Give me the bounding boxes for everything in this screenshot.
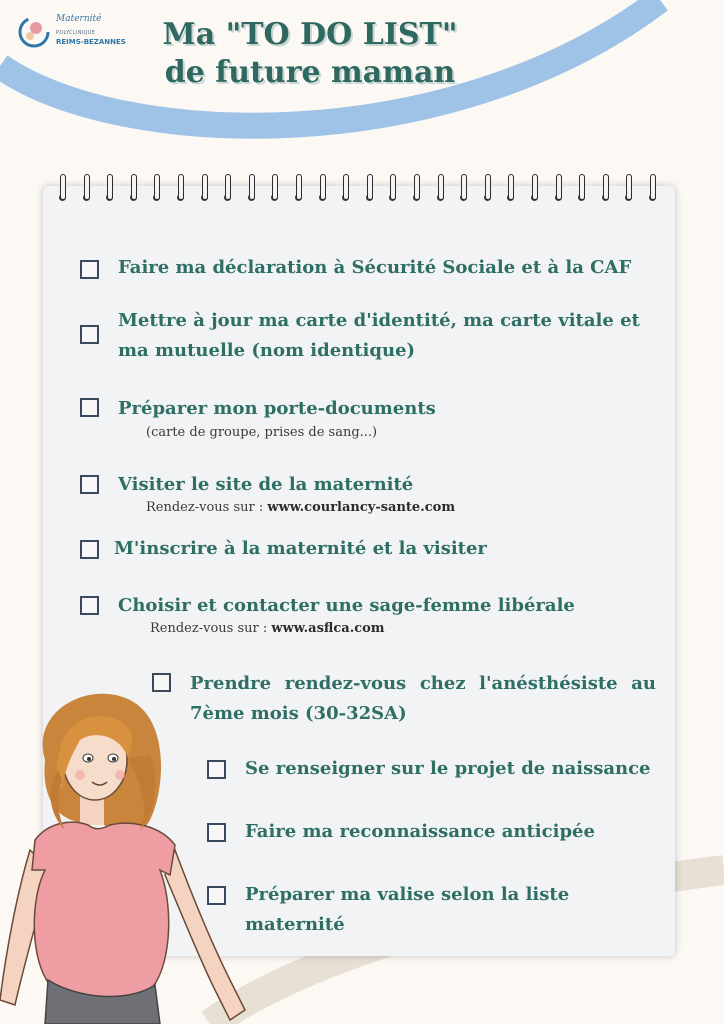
asflca-link[interactable]: www.asflca.com [271,621,385,636]
page-title [160,16,460,92]
title-line-1: Ma "TO DO LIST" [162,17,458,52]
todo-label: Se renseigner sur le projet de naissance [245,758,651,779]
spiral-ring [437,172,444,206]
spiral-ring [555,172,562,206]
spiral-ring [295,172,302,206]
todo-note [150,621,385,636]
spiral-ring [342,172,349,206]
spiral-ring [413,172,420,206]
spiral-ring [389,172,396,206]
spiral-ring [224,172,231,206]
spiral-ring [201,172,208,206]
spiral-ring [130,172,137,206]
spiral-binding [43,172,675,212]
todo-checkbox[interactable] [80,325,99,344]
todo-note: (carte de groupe, prises de sang...) [146,425,378,440]
logo-line-1: Maternité [56,14,102,24]
todo-checkbox[interactable] [80,540,99,559]
spiral-ring [578,172,585,206]
note-prefix: Rendez-vous sur : [150,621,272,636]
todo-label: M'inscrire à la maternité et la visiter [114,538,487,559]
pregnant-woman-illustration [0,680,260,1024]
todo-note [146,500,455,515]
todo-checkbox[interactable] [80,596,99,615]
spiral-ring [83,172,90,206]
spiral-ring [106,172,113,206]
spiral-ring [531,172,538,206]
spiral-ring [625,172,632,206]
spiral-ring [153,172,160,206]
logo-line-3: REIMS-BEZANNES [56,38,126,46]
todo-label: Préparer mon porte-documents [118,398,436,419]
todo-checkbox[interactable] [80,260,99,279]
todo-label: Choisir et contacter une sage-femme libérale [118,595,575,616]
spiral-ring [484,172,491,206]
spiral-ring [248,172,255,206]
spiral-ring [319,172,326,206]
spiral-ring [271,172,278,206]
mother-child-logo-icon [16,14,52,50]
title-line-2: de future maman [164,55,456,90]
todo-label: Préparer ma valise selon la liste maternité [245,884,570,935]
logo-line-2: POLYCLINIQUE [56,30,96,36]
todo-label: Visiter le site de la maternité [118,474,414,495]
spiral-ring [59,172,66,206]
spiral-ring [460,172,467,206]
todo-label: Faire ma reconnaissance anticipée [245,821,595,842]
todo-checkbox[interactable] [80,475,99,494]
note-prefix: Rendez-vous sur : [146,500,268,515]
spiral-ring [366,172,373,206]
spiral-ring [602,172,609,206]
todo-label: Faire ma déclaration à Sécurité Sociale et à la CAF [118,257,632,278]
spiral-ring [507,172,514,206]
spiral-ring [649,172,656,206]
todo-label: Prendre rendez-vous chez l'anésthésiste au 7ème mois (30-32SA) [190,673,656,724]
todo-label: Mettre à jour ma carte d'identité, ma carte vitale et ma mutuelle (nom identique) [118,310,640,361]
todo-checkbox[interactable] [80,398,99,417]
spiral-ring [177,172,184,206]
maternity-logo [16,12,136,52]
courlancy-link[interactable]: www.courlancy-sante.com [267,500,456,515]
